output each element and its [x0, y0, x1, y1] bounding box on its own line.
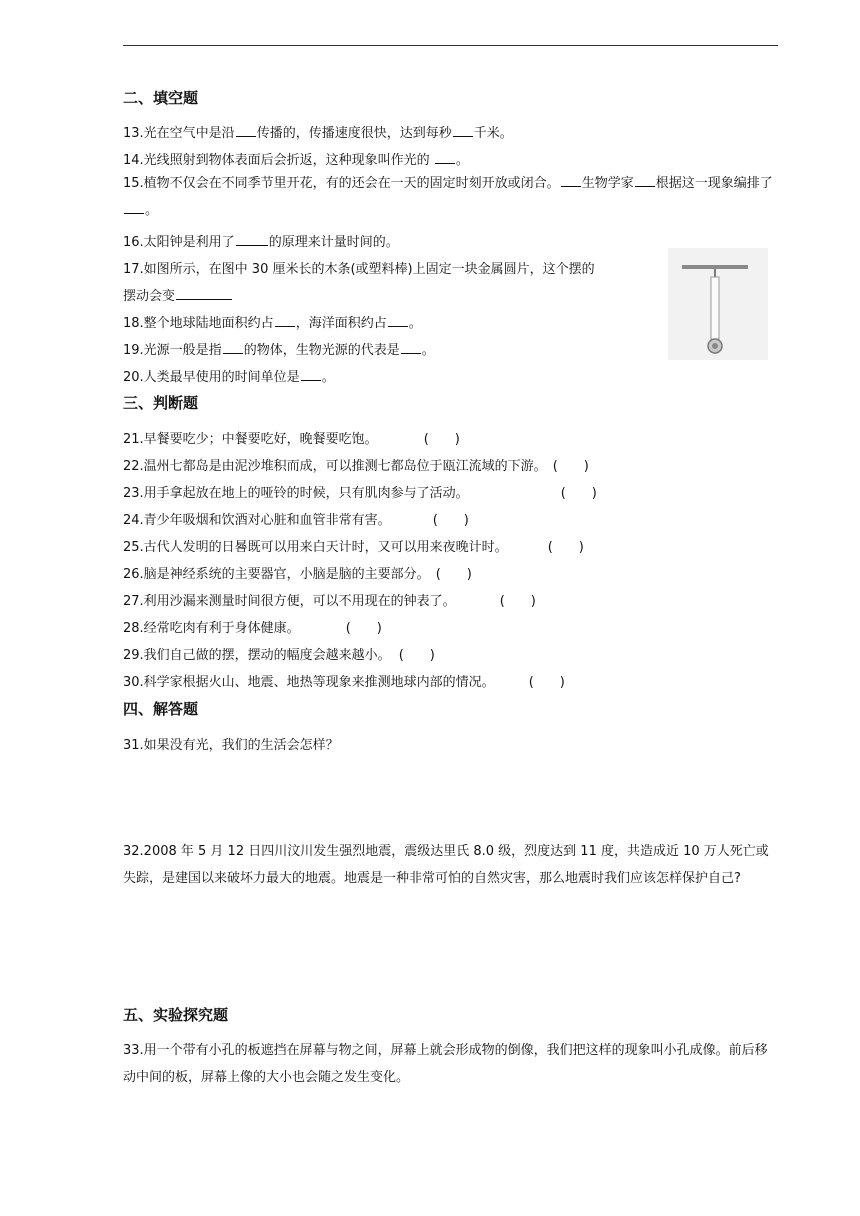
- judge-item: [123, 536, 584, 555]
- answer-parens[interactable]: ( ): [547, 540, 584, 555]
- judge-item: [123, 482, 597, 501]
- judge-text: 26.脑是神经系统的主要器官，小脑是脑的主要部分。: [123, 567, 430, 582]
- q18-text-a: 18.整个地球陆地面积约占: [123, 316, 274, 331]
- q16-text-b: 的原理来计量时间的。: [268, 235, 399, 250]
- q13-text-c: 千米。: [473, 126, 513, 141]
- q13-blank-1[interactable]: [236, 123, 256, 137]
- header-rule: [123, 45, 778, 46]
- q19-text-c: 。: [421, 343, 435, 358]
- q19-blank-2[interactable]: [401, 340, 421, 354]
- question-31: 31.如果没有光，我们的生活会怎样？: [123, 738, 339, 753]
- q17-text-b: 摆动会变: [123, 289, 176, 304]
- q19-text-b: 的物体，生物光源的代表是: [243, 343, 400, 358]
- judge-item: [123, 509, 469, 528]
- q18-text-b: ，海洋面积约占: [295, 316, 387, 331]
- q15-text-d: 一现象编排了: [694, 176, 773, 191]
- question-20: [123, 366, 335, 385]
- pendulum-figure: [668, 248, 768, 360]
- answer-parens[interactable]: ( ): [435, 567, 472, 582]
- q13-blank-2[interactable]: [453, 123, 473, 137]
- question-13: [123, 122, 513, 141]
- answer-parens[interactable]: ( ): [499, 594, 536, 609]
- judge-text: 28.经常吃肉有利于身体健康。: [123, 621, 300, 636]
- answer-parens[interactable]: ( ): [423, 432, 460, 447]
- q16-text-a: 16.太阳钟是利用了: [123, 235, 235, 250]
- q17-blank-1[interactable]: [176, 286, 232, 300]
- q15-text-c: 根据这: [655, 176, 695, 191]
- judge-text: 29.我们自己做的摆，摆动的幅度会越来越小。: [123, 648, 391, 663]
- section-heading-answer: 四、解答题: [123, 700, 199, 718]
- q14-blank-1[interactable]: [435, 150, 455, 164]
- judge-text: 24.青少年吸烟和饮酒对心脏和血管非常有害。: [123, 513, 391, 528]
- q15-blank-1[interactable]: [561, 173, 581, 187]
- q15-text-b: 生物学家: [581, 176, 634, 191]
- q18-blank-2[interactable]: [388, 313, 408, 327]
- answer-parens[interactable]: ( ): [432, 513, 469, 528]
- answer-parens[interactable]: ( ): [345, 621, 382, 636]
- judge-item: [123, 563, 472, 582]
- section-heading-judge: 三、判断题: [123, 394, 199, 412]
- judge-item: [123, 644, 435, 663]
- q13-text-a: 13.光在空气中是沿: [123, 126, 235, 141]
- question-33: 33.用一个带有小孔的板遮挡在屏幕与物之间，屏幕上就会形成物的倒像，我们把这样的现象叫小孔成像。前后移动中间的板，屏幕上像的大小也会随之发生变化。: [123, 1043, 768, 1085]
- question-19: [123, 339, 435, 358]
- judge-item: [123, 617, 382, 636]
- question-15: [123, 170, 778, 224]
- pendulum-icon: [668, 248, 768, 360]
- answer-parens[interactable]: ( ): [528, 675, 565, 690]
- judge-text: 25.古代人发明的日晷既可以用来白天计时，又可以用来夜晚计时。: [123, 540, 508, 555]
- question-18: [123, 312, 422, 331]
- question-17-line-1: [123, 258, 595, 277]
- q14-text-b: 。: [455, 153, 469, 168]
- question-14: [123, 149, 469, 168]
- question-16: [123, 231, 399, 250]
- judge-text: 27.利用沙漏来测量时间很方便，可以不用现在的钟表了。: [123, 594, 456, 609]
- judge-text: 22.温州七都岛是由泥沙堆积而成，可以推测七都岛位于瓯江流域的下游。: [123, 459, 547, 474]
- q14-text-a: 14.光线照射到物体表面后会折返，这种现象叫作光的: [123, 153, 430, 168]
- q13-text-b: 传播的，传播速度很快，达到每秒: [256, 126, 452, 141]
- answer-parens[interactable]: ( ): [552, 459, 589, 474]
- q19-blank-1[interactable]: [223, 340, 243, 354]
- q15-text-a: 15.植物不仅会在不同季节里开花，有的还会在一天的固定时刻开放或闭合。: [123, 176, 560, 191]
- answer-parens[interactable]: ( ): [398, 648, 435, 663]
- q18-text-c: 。: [408, 316, 422, 331]
- q17-text-a: 17.如图所示，在图中 30 厘米长的木条(或塑料棒)上固定一块金属圆片，这个摆的: [123, 262, 595, 277]
- q15-blank-2[interactable]: [635, 173, 655, 187]
- section-heading-fill: 二、填空题: [123, 89, 199, 107]
- q18-blank-1[interactable]: [275, 313, 295, 327]
- q15-text-e: 。: [145, 203, 159, 218]
- q20-text-b: 。: [321, 370, 335, 385]
- q20-blank-1[interactable]: [301, 367, 321, 381]
- judge-item: [123, 455, 589, 474]
- q16-blank-1[interactable]: [236, 232, 268, 246]
- question-32: 32.2008 年 5 月 12 日四川汶川发生强烈地震，震级达里氏 8.0 级，烈度达到 11 度，共造成近 10 万人死亡或失踪，是建国以来破坏力最大的地震。地震是一种非常可怕的自然灾害，那么地震时我们应该怎样保护自己?: [123, 844, 769, 886]
- q15-blank-3[interactable]: [124, 200, 144, 214]
- q19-text-a: 19.光源一般是指: [123, 343, 222, 358]
- judge-text: 21.早餐要吃少；中餐要吃好，晚餐要吃饱。: [123, 432, 378, 447]
- answer-parens[interactable]: ( ): [560, 486, 597, 501]
- q20-text-a: 20.人类最早使用的时间单位是: [123, 370, 300, 385]
- judge-item: [123, 671, 565, 690]
- section-heading-experiment: 五、实验探究题: [123, 1006, 229, 1024]
- judge-item: [123, 428, 460, 447]
- question-17-line-2: [123, 285, 233, 304]
- judge-text: 23.用手拿起放在地上的哑铃的时候，只有肌肉参与了活动。: [123, 486, 469, 501]
- judge-item: [123, 590, 536, 609]
- judge-text: 30.科学家根据火山、地震、地热等现象来推测地球内部的情况。: [123, 675, 495, 690]
